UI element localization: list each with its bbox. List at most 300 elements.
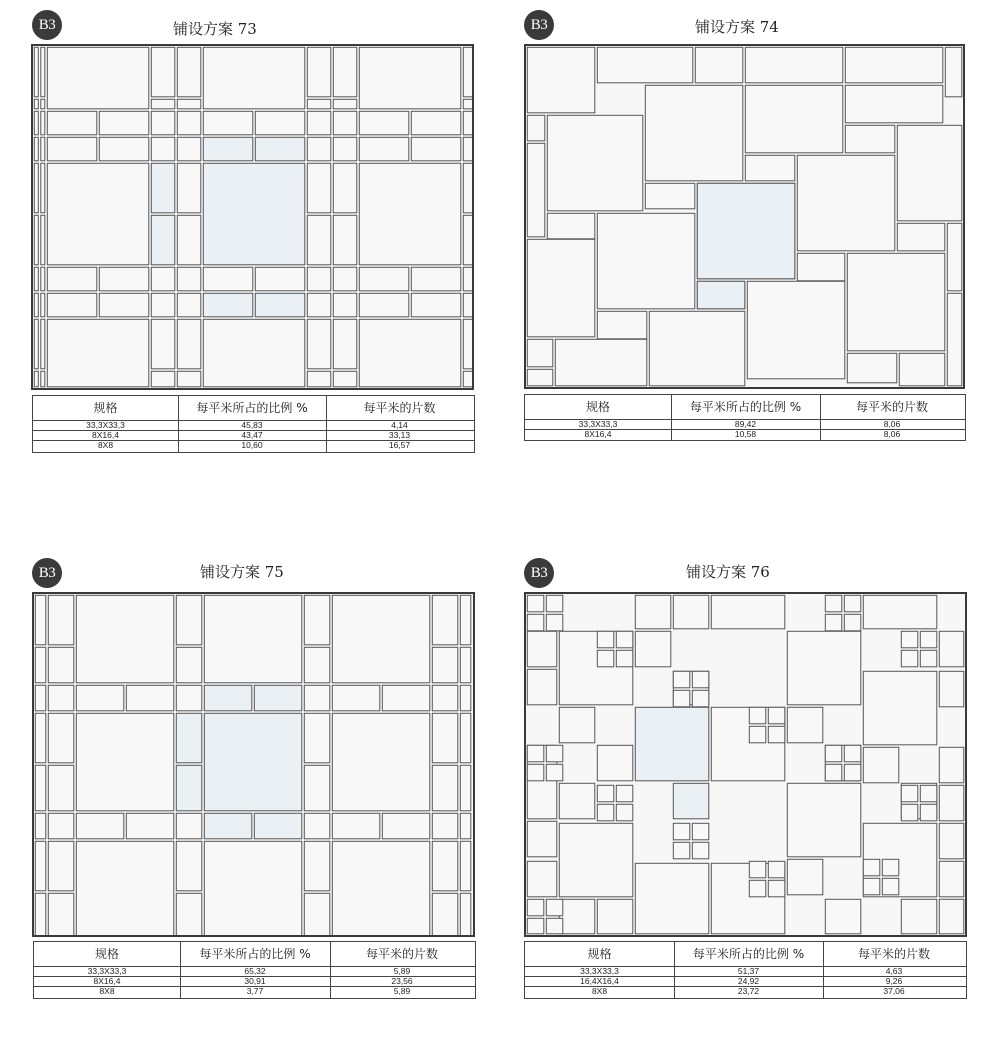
rect-tile — [35, 765, 46, 811]
large-tile — [76, 595, 174, 683]
header-count: 每平米的片数 — [363, 401, 436, 415]
rect-tile — [47, 111, 97, 135]
small-tile — [546, 745, 563, 762]
rect-tile — [432, 893, 458, 935]
header-count: 每平米的片数 — [857, 947, 930, 961]
tile — [947, 223, 962, 290]
small-tile — [527, 614, 544, 631]
small-tile — [41, 111, 45, 135]
small-tile — [863, 878, 880, 895]
small-tile — [692, 842, 709, 859]
small-tile — [176, 813, 202, 839]
tile — [947, 293, 962, 386]
small-tile — [616, 631, 633, 648]
small-tile — [901, 804, 918, 821]
tile-layout-diagram — [31, 44, 474, 390]
rect-tile — [151, 319, 175, 369]
small-tile — [863, 859, 880, 876]
small-tile — [546, 614, 563, 631]
table-row — [34, 987, 475, 996]
rect-tile — [432, 713, 458, 763]
small-tile — [151, 293, 175, 317]
cell-ratio: 51,37 — [737, 966, 760, 976]
large-tile — [863, 671, 937, 745]
panel-title: 铺设方案 74 — [695, 18, 779, 36]
small-tile — [460, 813, 471, 839]
rect-tile — [203, 137, 253, 161]
tile — [897, 125, 962, 221]
small-tile — [673, 690, 690, 707]
small-tile — [901, 785, 918, 802]
small-tile — [34, 293, 38, 317]
rect-tile — [176, 595, 202, 645]
rect-tile — [411, 137, 461, 161]
rect-tile — [35, 647, 46, 683]
tile — [847, 253, 945, 350]
rect-tile — [463, 47, 472, 97]
small-tile — [307, 267, 331, 291]
small-tile — [48, 813, 74, 839]
small-tile — [920, 785, 937, 802]
badge-b3: B3 — [524, 558, 554, 588]
large-tile — [635, 863, 709, 934]
small-tile — [768, 880, 785, 897]
rect-tile — [411, 111, 461, 135]
rect-tile — [177, 163, 201, 213]
medium-tile — [673, 595, 709, 629]
large-tile — [359, 47, 461, 109]
tile — [797, 155, 895, 251]
medium-tile — [635, 631, 671, 667]
small-tile — [151, 137, 175, 161]
medium-tile — [597, 899, 633, 934]
small-tile — [34, 267, 38, 291]
tile-layout-diagram — [524, 44, 965, 389]
highlight-tile — [673, 783, 709, 819]
spec-table — [32, 395, 475, 453]
cell-ratio: 30,91 — [244, 976, 266, 986]
cell-ratio: 3,77 — [246, 986, 264, 996]
rect-tile — [307, 371, 331, 387]
tile — [527, 47, 595, 113]
cell-spec: 33,3X33,3 — [578, 419, 618, 429]
small-tile — [333, 111, 357, 135]
tile — [847, 353, 897, 383]
header-spec: 规格 — [94, 947, 119, 961]
cell-spec: 8X16,4 — [93, 976, 121, 986]
cell-spec: 33,3X33,3 — [86, 420, 125, 430]
rect-tile — [307, 99, 331, 109]
rect-tile — [176, 765, 202, 811]
tile — [527, 369, 553, 386]
small-tile — [825, 595, 842, 612]
tile — [797, 253, 845, 280]
tile-pattern — [33, 46, 472, 388]
rect-tile — [41, 47, 45, 97]
tile — [745, 47, 843, 83]
header-ratio: 每平米所占的比例 % — [199, 947, 311, 961]
small-tile — [432, 685, 458, 711]
small-tile — [768, 707, 785, 724]
large-tile — [359, 319, 461, 387]
small-tile — [333, 293, 357, 317]
small-tile — [768, 861, 785, 878]
rect-tile — [307, 47, 331, 97]
rect-tile — [177, 371, 201, 387]
small-tile — [882, 859, 899, 876]
small-tile — [546, 764, 563, 781]
large-tile — [863, 595, 937, 629]
rect-tile — [255, 111, 304, 135]
medium-tile — [787, 707, 823, 743]
small-tile — [920, 631, 937, 648]
rect-tile — [47, 267, 97, 291]
medium-tile — [939, 823, 964, 859]
rect-tile — [204, 813, 252, 839]
large-tile — [559, 823, 633, 897]
cell-ratio: 65,32 — [244, 966, 266, 976]
rect-tile — [34, 47, 38, 97]
medium-tile — [787, 859, 823, 895]
cell-count: 9,26 — [885, 976, 903, 986]
cell-count: 37,06 — [883, 986, 905, 996]
highlight-tile — [697, 281, 745, 309]
tile — [597, 47, 693, 83]
rect-tile — [34, 99, 38, 109]
rect-tile — [34, 163, 38, 213]
rect-tile — [359, 293, 409, 317]
rect-tile — [151, 371, 175, 387]
rect-tile — [333, 371, 357, 387]
highlight-tile — [697, 183, 795, 278]
medium-tile — [559, 783, 595, 819]
rect-tile — [41, 99, 45, 109]
rect-tile — [411, 267, 461, 291]
small-tile — [176, 685, 202, 711]
small-tile — [35, 813, 46, 839]
rect-tile — [48, 765, 74, 811]
rect-tile — [304, 595, 330, 645]
small-tile — [307, 293, 331, 317]
medium-tile — [597, 745, 633, 781]
small-tile — [333, 267, 357, 291]
panel-title: 铺设方案 76 — [686, 563, 770, 581]
rect-tile — [432, 647, 458, 683]
small-tile — [825, 764, 842, 781]
large-tile — [203, 47, 304, 109]
cell-count: 4,14 — [391, 420, 408, 430]
spec-table — [33, 941, 476, 999]
small-tile — [546, 918, 563, 934]
small-tile — [460, 685, 471, 711]
rect-tile — [255, 293, 304, 317]
tile-layout-diagram — [524, 592, 967, 937]
rect-tile — [333, 215, 357, 264]
small-tile — [304, 685, 330, 711]
cell-count: 33,13 — [388, 430, 411, 440]
rect-tile — [382, 685, 430, 711]
tile — [845, 125, 895, 153]
large-tile — [332, 595, 430, 683]
small-tile — [597, 785, 614, 802]
small-tile — [307, 111, 331, 135]
small-tile — [151, 111, 175, 135]
large-tile — [359, 163, 461, 264]
medium-tile — [559, 899, 595, 934]
small-tile — [844, 595, 861, 612]
rect-tile — [432, 595, 458, 645]
rect-tile — [35, 893, 46, 935]
rect-tile — [460, 595, 471, 645]
rect-tile — [34, 215, 38, 264]
header-count: 每平米的片数 — [855, 400, 928, 414]
medium-tile — [559, 707, 595, 743]
rect-tile — [460, 647, 471, 683]
rect-tile — [176, 713, 202, 763]
rect-tile — [34, 371, 38, 387]
tile — [527, 143, 545, 237]
large-tile — [204, 595, 301, 683]
header-ratio: 每平米所占的比例 % — [689, 400, 802, 414]
small-tile — [177, 137, 201, 161]
small-tile — [692, 823, 709, 840]
rect-tile — [307, 319, 331, 369]
rect-tile — [333, 47, 357, 97]
medium-tile — [939, 747, 964, 783]
small-tile — [920, 804, 937, 821]
rect-tile — [203, 293, 253, 317]
tile — [597, 311, 647, 339]
rect-tile — [176, 647, 202, 683]
rect-tile — [48, 893, 74, 935]
medium-tile — [527, 821, 557, 857]
large-tile — [332, 841, 430, 935]
rect-tile — [41, 319, 45, 369]
large-tile — [47, 319, 149, 387]
medium-tile — [939, 785, 964, 821]
small-tile — [177, 293, 201, 317]
panel-title: 铺设方案 75 — [200, 563, 284, 581]
cell-ratio: 89,42 — [734, 419, 757, 429]
small-tile — [463, 293, 472, 317]
cell-count: 16,57 — [388, 440, 411, 450]
rect-tile — [359, 267, 409, 291]
small-tile — [616, 804, 633, 821]
small-tile — [597, 804, 614, 821]
tile-pattern — [34, 594, 473, 935]
table-header — [33, 396, 474, 421]
rect-tile — [307, 163, 331, 213]
rect-tile — [99, 293, 149, 317]
medium-tile — [939, 899, 964, 934]
tile — [745, 155, 795, 181]
table-row — [525, 987, 966, 996]
rect-tile — [463, 371, 472, 387]
tile — [899, 353, 945, 386]
cell-ratio: 43,47 — [241, 430, 263, 440]
tile — [845, 47, 943, 83]
rect-tile — [254, 685, 301, 711]
tile — [547, 115, 643, 211]
tile-layout-diagram — [32, 592, 475, 937]
large-tile — [787, 783, 861, 857]
small-tile — [41, 267, 45, 291]
rect-tile — [204, 685, 252, 711]
large-tile — [204, 841, 301, 935]
large-tile — [203, 163, 304, 264]
rect-tile — [41, 215, 45, 264]
rect-tile — [254, 813, 301, 839]
medium-tile — [939, 671, 964, 707]
rect-tile — [255, 137, 304, 161]
tile — [547, 213, 595, 239]
rect-tile — [332, 813, 380, 839]
small-tile — [527, 595, 544, 612]
rect-tile — [304, 893, 330, 935]
table-row — [33, 441, 474, 450]
small-tile — [673, 842, 690, 859]
large-tile — [204, 713, 301, 811]
cell-count: 4,63 — [885, 966, 903, 976]
tile — [645, 85, 743, 181]
tile — [597, 213, 695, 308]
rect-tile — [304, 713, 330, 763]
rect-tile — [35, 713, 46, 763]
rect-tile — [41, 371, 45, 387]
small-tile — [527, 745, 544, 762]
small-tile — [34, 111, 38, 135]
tile-pattern — [526, 46, 963, 387]
header-spec: 规格 — [585, 400, 610, 414]
small-tile — [597, 631, 614, 648]
small-tile — [749, 707, 766, 724]
cell-count: 8,06 — [883, 419, 901, 429]
rect-tile — [76, 685, 124, 711]
small-tile — [901, 631, 918, 648]
rect-tile — [307, 215, 331, 264]
rect-tile — [333, 163, 357, 213]
rect-tile — [359, 137, 409, 161]
rect-tile — [151, 47, 175, 97]
small-tile — [616, 650, 633, 667]
rect-tile — [99, 111, 149, 135]
small-tile — [749, 880, 766, 897]
rect-tile — [432, 841, 458, 891]
tile — [649, 311, 745, 386]
small-tile — [527, 918, 544, 934]
large-tile — [635, 707, 709, 781]
cell-count: 5,89 — [393, 966, 411, 976]
medium-tile — [635, 595, 671, 629]
panel-title: 铺设方案 73 — [173, 20, 257, 38]
medium-tile — [527, 669, 557, 705]
rect-tile — [460, 713, 471, 763]
rect-tile — [126, 685, 174, 711]
cell-spec: 8X16,4 — [92, 430, 119, 440]
cell-spec: 8X8 — [97, 440, 114, 450]
badge-b3: B3 — [32, 10, 62, 40]
small-tile — [692, 690, 709, 707]
medium-tile — [527, 631, 557, 667]
rect-tile — [411, 293, 461, 317]
cell-ratio: 45,83 — [241, 420, 263, 430]
spec-table — [524, 941, 967, 999]
rect-tile — [41, 163, 45, 213]
small-tile — [920, 650, 937, 667]
tile — [845, 85, 943, 123]
small-tile — [527, 764, 544, 781]
rect-tile — [99, 137, 149, 161]
rect-tile — [35, 841, 46, 891]
small-tile — [463, 111, 472, 135]
cell-spec: 16,4X16,4 — [580, 976, 619, 986]
small-tile — [882, 878, 899, 895]
large-tile — [332, 713, 430, 811]
medium-tile — [939, 861, 964, 897]
small-tile — [151, 267, 175, 291]
rect-tile — [304, 765, 330, 811]
cell-ratio: 24,92 — [737, 976, 760, 986]
small-tile — [333, 137, 357, 161]
rect-tile — [48, 841, 74, 891]
rect-tile — [463, 99, 472, 109]
small-tile — [432, 813, 458, 839]
cell-spec: 33,3X33,3 — [87, 966, 127, 976]
small-tile — [177, 111, 201, 135]
medium-tile — [863, 747, 899, 783]
small-tile — [673, 823, 690, 840]
small-tile — [749, 726, 766, 743]
medium-tile — [825, 899, 861, 934]
rect-tile — [47, 137, 97, 161]
rect-tile — [48, 713, 74, 763]
table-header — [34, 942, 475, 967]
small-tile — [616, 785, 633, 802]
medium-tile — [901, 899, 937, 934]
small-tile — [527, 899, 544, 916]
badge-b3: B3 — [524, 10, 554, 40]
small-tile — [35, 685, 46, 711]
small-tile — [307, 137, 331, 161]
tile — [527, 239, 595, 336]
small-tile — [692, 671, 709, 688]
tile — [645, 183, 695, 209]
cell-spec: 33,3X33,3 — [580, 966, 619, 976]
rect-tile — [432, 765, 458, 811]
tile — [745, 85, 843, 153]
rect-tile — [460, 893, 471, 935]
rect-tile — [151, 99, 175, 109]
large-tile — [711, 595, 785, 629]
rect-tile — [333, 319, 357, 369]
rect-tile — [99, 267, 149, 291]
rect-tile — [151, 163, 175, 213]
small-tile — [48, 685, 74, 711]
rect-tile — [304, 647, 330, 683]
small-tile — [901, 650, 918, 667]
rect-tile — [76, 813, 124, 839]
small-tile — [597, 650, 614, 667]
rect-tile — [126, 813, 174, 839]
small-tile — [749, 861, 766, 878]
rect-tile — [333, 99, 357, 109]
large-tile — [787, 631, 861, 705]
cell-ratio: 23,72 — [737, 986, 760, 996]
medium-tile — [527, 861, 557, 897]
rect-tile — [460, 841, 471, 891]
rect-tile — [463, 215, 472, 264]
table-header — [525, 395, 965, 420]
